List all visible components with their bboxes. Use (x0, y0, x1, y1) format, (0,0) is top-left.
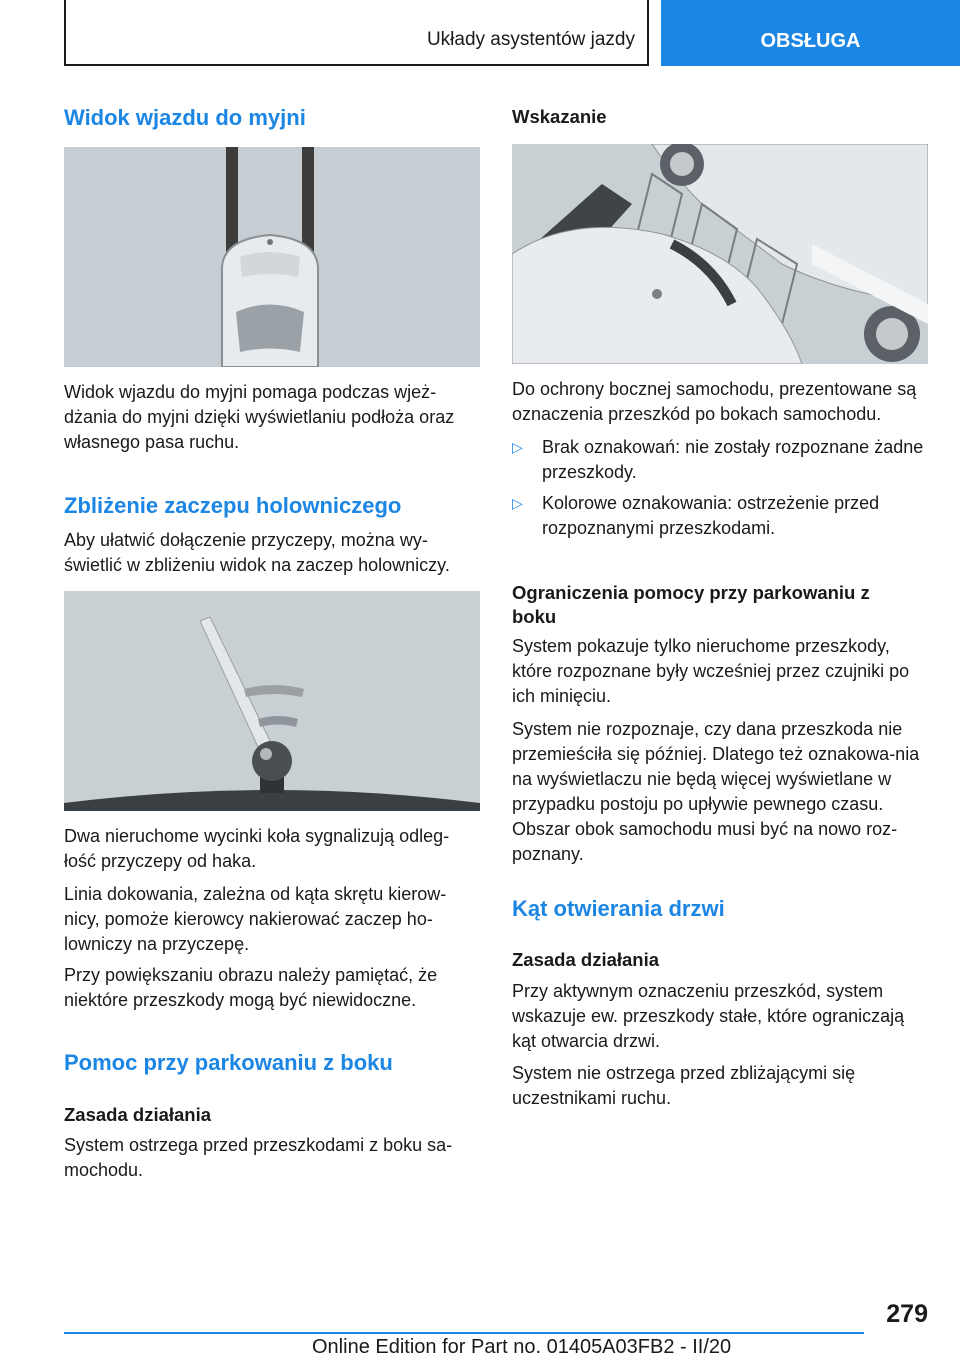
heading-hitch: Zbliżenie zaczepu holowniczego (64, 493, 402, 518)
page-number: 279 (886, 1300, 928, 1328)
paragraph-door-2: System nie ostrzega przed zbliżającymi się uczestnikami ruchu. (512, 1063, 856, 1108)
paragraph-hitch-3: Linia dokowania, zależna od kąta skrętu kierow-nicy, pomoże kierowcy nakierować zaczep ho-lowniczy na przyczepę. (64, 884, 447, 954)
bullet-triangle-icon: ▷ (512, 439, 523, 455)
paragraph-car-wash: Widok wjazdu do myjni pomaga podczas wjeż-dżania do myjni dzięki wyświetlaniu podłoża oraz własnego pasa ruchu. (64, 382, 455, 452)
figure-hitch-view (64, 591, 480, 811)
heading-door-function: Zasada działania (512, 949, 660, 970)
paragraph-side-function: System ostrzega przed przeszkodami z boku sa-mochodu. (64, 1135, 453, 1180)
bullet-item (512, 491, 928, 541)
heading-display: Wskazanie (512, 106, 607, 127)
chapter-tab: OBSŁUGA (661, 0, 960, 66)
bullet-item (512, 435, 928, 485)
paragraph-hitch-2: Dwa nieruchome wycinki koła sygnalizują odleg-łość przyczepy od haka. (64, 826, 450, 871)
section-title: Układy asystentów jazdy (426, 29, 635, 50)
heading-door-angle: Kąt otwierania drzwi (512, 896, 725, 921)
footer-divider (64, 1332, 864, 1334)
figure-car-wash-view (64, 147, 480, 367)
footer-edition: Online Edition for Part no. 01405A03FB2 - II/20 (312, 1336, 732, 1358)
heading-side-parking: Pomoc przy parkowaniu z boku (64, 1050, 393, 1075)
bullet-text: Kolorowe oznakowania: ostrzeżenie przed rozpoznanymi przeszkodami. (542, 493, 880, 538)
heading-car-wash: Widok wjazdu do myjni (64, 105, 306, 130)
figure-side-parking-view (512, 144, 928, 364)
paragraph-limits-1: System pokazuje tylko nieruchome przeszkody, które rozpoznane były wcześniej przez czujniki po ich minięciu. (512, 636, 910, 706)
paragraph-hitch: Aby ułatwić dołączenie przyczepy, można wy-świetlić w zbliżeniu widok na zaczep holowniczy. (64, 530, 450, 575)
bullet-text: Brak oznakowań: nie zostały rozpoznane żadne przeszkody. (542, 437, 924, 482)
heading-side-function: Zasada działania (64, 1104, 212, 1125)
bullet-triangle-icon: ▷ (512, 495, 523, 511)
paragraph-door-1: Przy aktywnym oznaczeniu przeszkód, system wskazuje ew. przeszkody stałe, które ograniczają kąt otwarcia drzwi. (512, 981, 905, 1051)
paragraph-display: Do ochrony bocznej samochodu, prezentowane są oznaczenia przeszkód po bokach samochodu. (512, 379, 917, 424)
header-section-box (64, 0, 649, 66)
heading-limits: Ograniczenia pomocy przy parkowaniu z boku (512, 582, 870, 627)
paragraph-hitch-4: Przy powiększaniu obrazu należy pamiętać, że niektóre przeszkody mogą być niewidoczne. (64, 965, 438, 1010)
paragraph-limits-2: System nie rozpoznaje, czy dana przeszkoda nie przemieściła się później. Dlatego też oznakowa-nia na wyświetlaczu nie będą więcej wyświetlane w przypadku postoju po upływie pewnego czasu. Obszar obok samochodu musi być na nowo roz-poznany. (512, 719, 920, 864)
